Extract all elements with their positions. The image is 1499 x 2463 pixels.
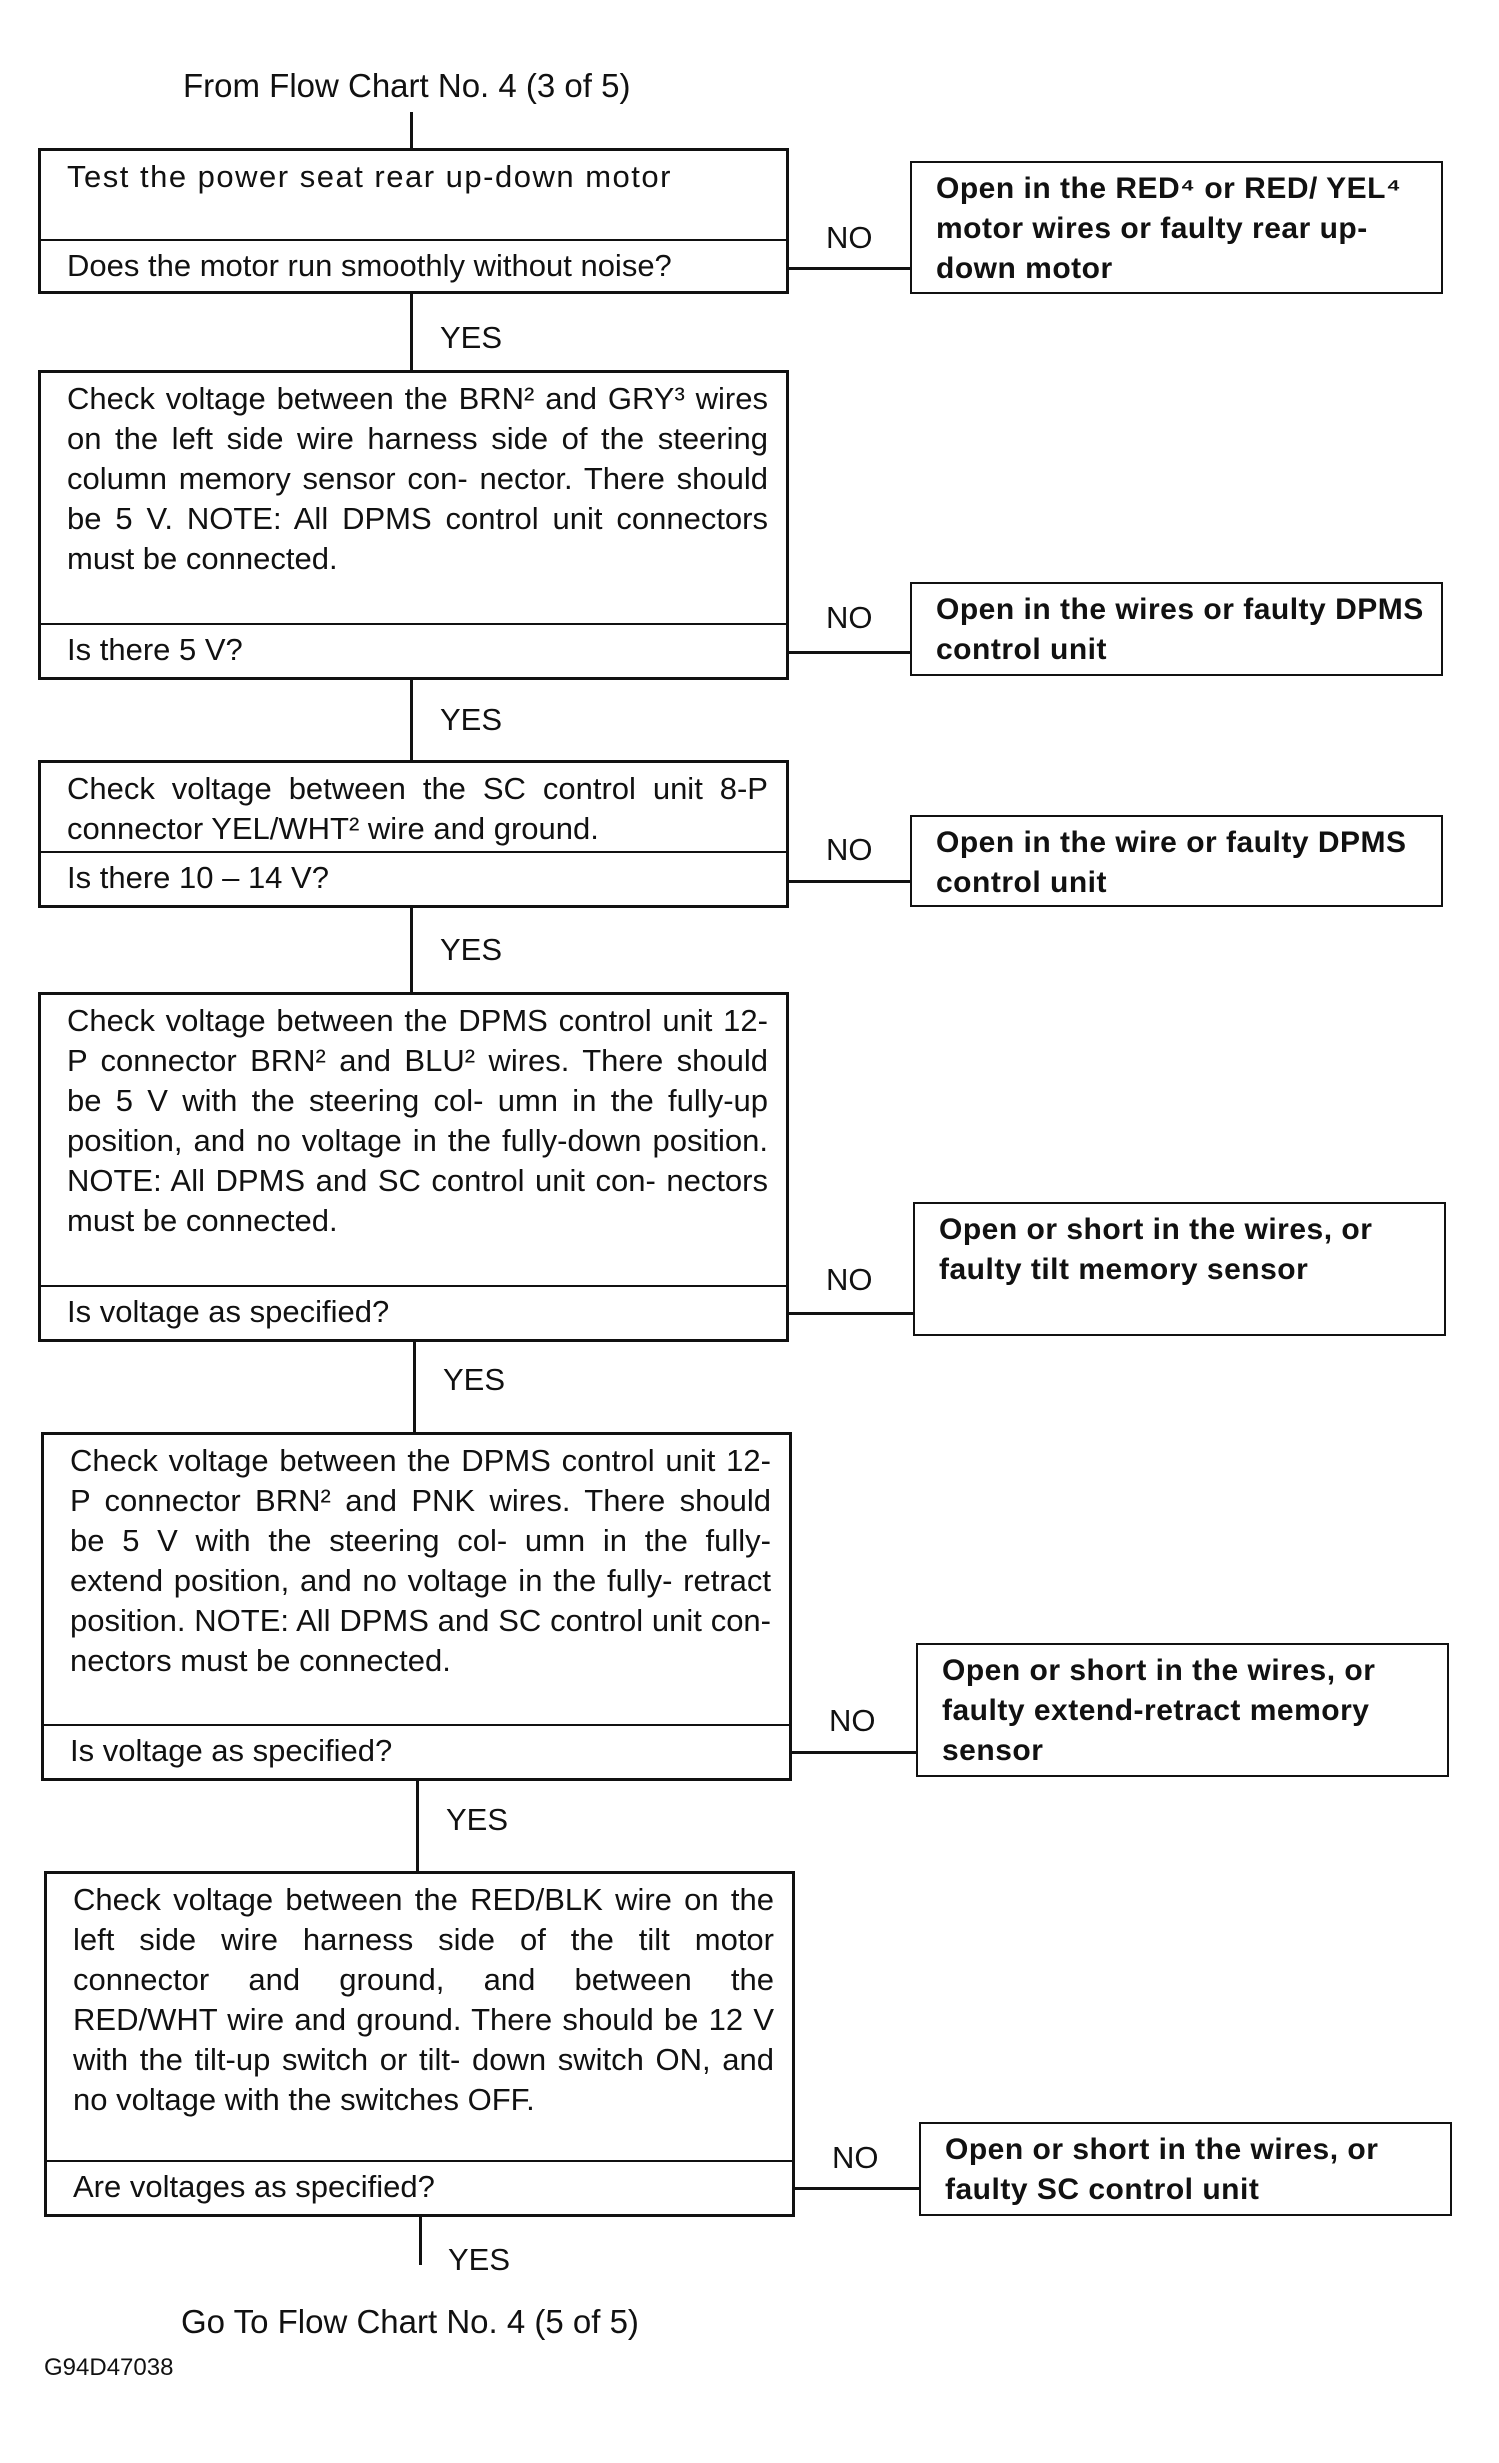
connector-yes-1 [410, 292, 413, 372]
step-text-2: Check voltage between the BRN² and GRY³ wires on the left side wire harness side of the steering column memory sensor con- nector. There should be 5 V. NOTE: All DPMS control unit connectors must be connected. [67, 381, 768, 576]
connector-no-1 [786, 267, 912, 270]
step-question-4: Is voltage as specified? [41, 1285, 786, 1339]
footer-reference: Go To Flow Chart No. 4 (5 of 5) [181, 2303, 639, 2340]
yes-label-5: YES [446, 1802, 509, 1837]
connector-yes-5 [416, 1779, 419, 1873]
step-question-3: Is there 10 – 14 V? [41, 851, 786, 905]
no-label-4: NO [826, 1262, 873, 1297]
connector-yes-4 [413, 1340, 416, 1434]
yes-label-3: YES [440, 932, 503, 967]
connector-no-4 [789, 1312, 915, 1315]
connector-no-3 [786, 880, 912, 883]
connector-yes-3 [410, 906, 413, 994]
result-box-2: Open in the wires or faulty DPMS control unit [910, 582, 1443, 676]
no-label-3: NO [826, 832, 873, 867]
header-reference: From Flow Chart No. 4 (3 of 5) [183, 67, 631, 104]
result-box-3: Open in the wire or faulty DPMS control unit [910, 815, 1443, 907]
yes-label-6: YES [448, 2242, 511, 2277]
connector-bottom [419, 2215, 422, 2265]
yes-label-1: YES [440, 320, 503, 355]
step-box-2 [38, 370, 789, 680]
step-box-5 [41, 1432, 792, 1781]
step-question-1: Does the motor run smoothly without noise? [41, 239, 786, 291]
connector-no-2 [786, 651, 912, 654]
step-box-3 [38, 760, 789, 908]
step-box-4 [38, 992, 789, 1342]
result-box-4: Open or short in the wires, or faulty tilt memory sensor [913, 1202, 1446, 1336]
step-text-5: Check voltage between the DPMS control unit 12-P connector BRN² and PNK wires. There should be 5 V with the steering col- umn in the fully-extend position, and no voltage in the fully- retract position. NOTE: All DPMS and SC control unit con- nectors must be connected. [70, 1443, 771, 1678]
step-question-2: Is there 5 V? [41, 623, 786, 677]
no-label-5: NO [829, 1703, 876, 1738]
step-question-6: Are voltages as specified? [47, 2160, 792, 2214]
step-box-1 [38, 148, 789, 294]
step-text-3: Check voltage between the SC control unit 8-P connector YEL/WHT² wire and ground. [67, 771, 768, 846]
yes-label-4: YES [443, 1362, 506, 1397]
figure-code: G94D47038 [44, 2354, 174, 2381]
no-label-6: NO [832, 2140, 879, 2175]
connector-no-5 [792, 1751, 918, 1754]
step-text-4: Check voltage between the DPMS control unit 12-P connector BRN² and BLU² wires. There should be 5 V with the steering col- umn in the fully-up position, and no voltage in the fully-down position. NOTE: All DPMS and SC control unit con- nectors must be connected. [67, 1003, 768, 1238]
step-question-5: Is voltage as specified? [44, 1724, 789, 1778]
no-label-2: NO [826, 600, 873, 635]
result-box-5: Open or short in the wires, or faulty extend-retract memory sensor [916, 1643, 1449, 1777]
step-text-1: Test the power seat rear up-down motor [67, 159, 672, 194]
result-box-1: Open in the RED⁴ or RED/ YEL⁴ motor wires or faulty rear up-down motor [910, 161, 1443, 294]
no-label-1: NO [826, 220, 873, 255]
step-box-6 [44, 1871, 795, 2217]
connector-top [410, 112, 413, 150]
yes-label-2: YES [440, 702, 503, 737]
result-box-6: Open or short in the wires, or faulty SC control unit [919, 2122, 1452, 2216]
step-text-6: Check voltage between the RED/BLK wire on the left side wire harness side of the tilt motor connector and ground, and between the RED/WHT wire and ground. There should be 12 V with the tilt-up switch or tilt- down switch ON, and no voltage with the switches OFF. [73, 1882, 774, 2117]
connector-no-6 [795, 2187, 921, 2190]
connector-yes-2 [410, 678, 413, 762]
